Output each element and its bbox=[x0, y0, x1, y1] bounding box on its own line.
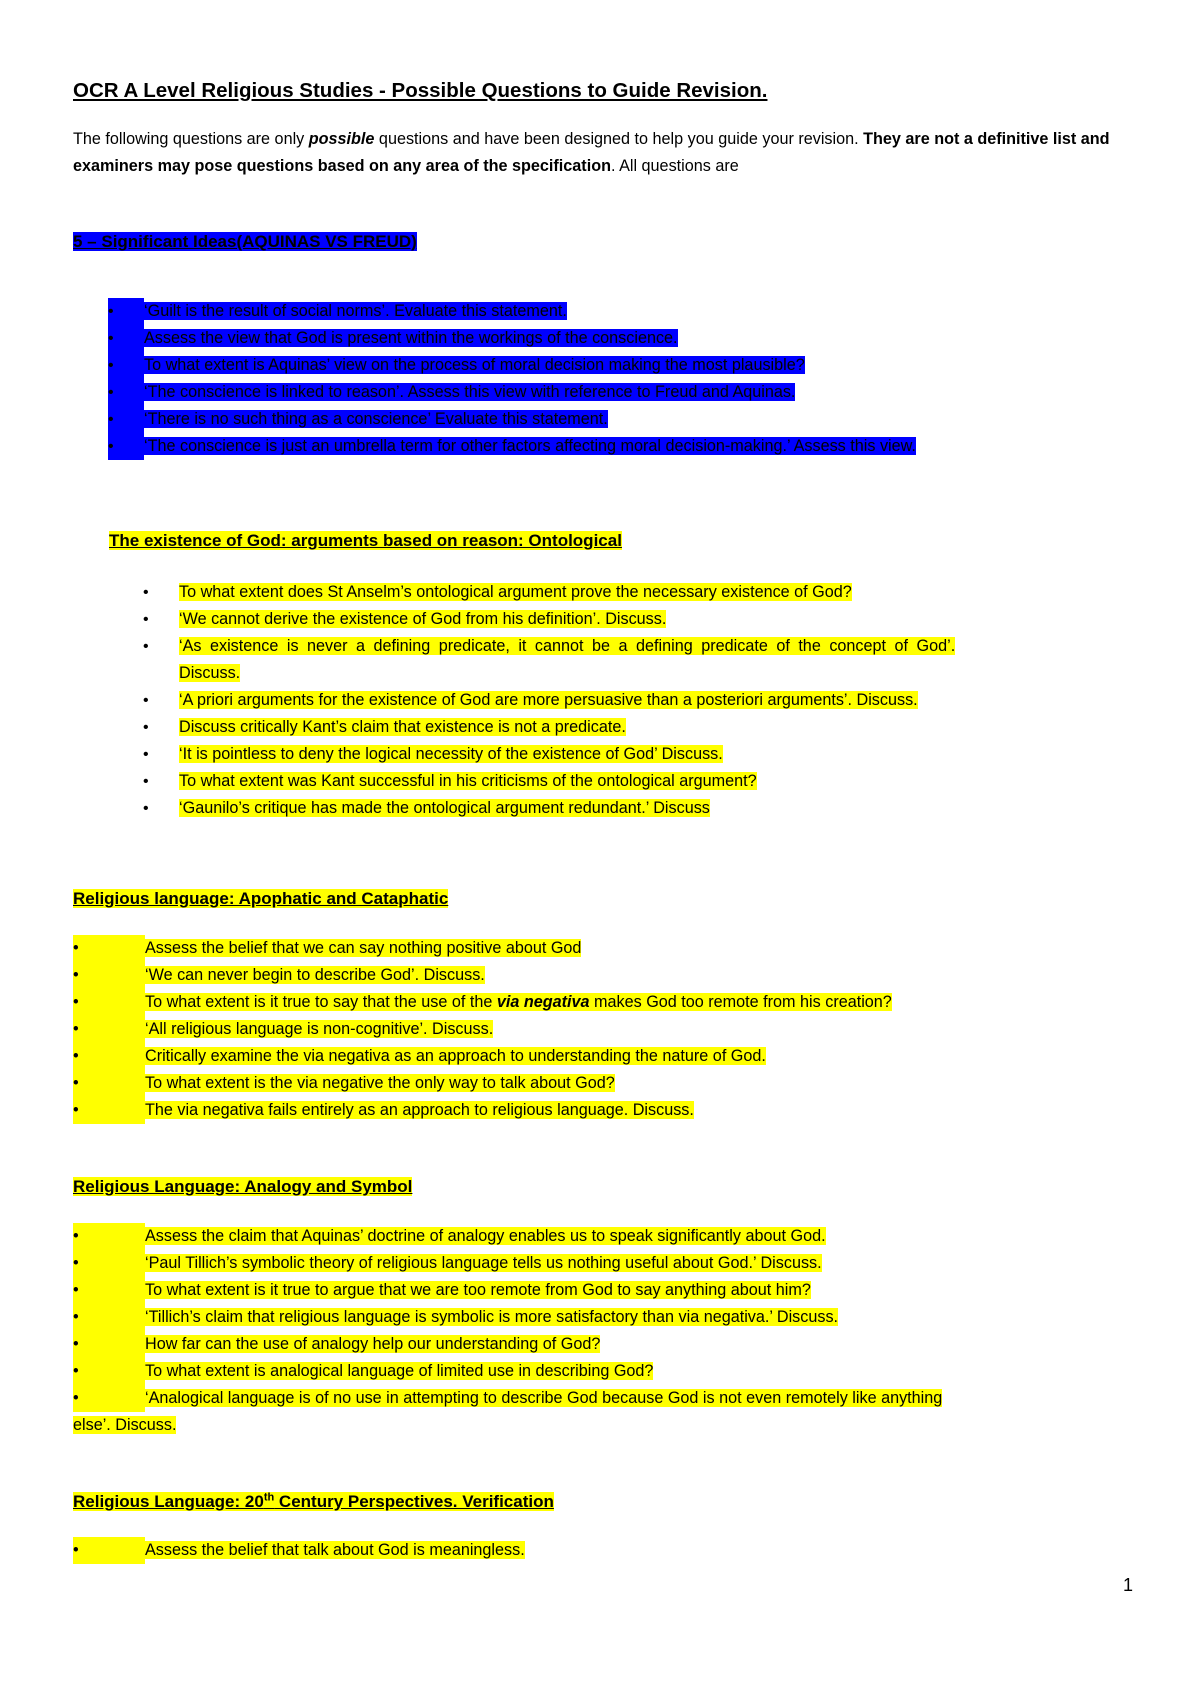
bullet-icon: • bbox=[143, 611, 149, 628]
heading-text-part: Century Perspectives. Verification bbox=[274, 1491, 554, 1511]
bullet-icon: • bbox=[73, 989, 145, 1016]
document-title: OCR A Level Religious Studies - Possible Questions to Guide Revision. bbox=[73, 79, 768, 102]
bullet-icon: • bbox=[73, 1223, 145, 1250]
list-item bbox=[73, 1385, 942, 1412]
question-text: ‘Analogical language is of no use in attempting to describe God because God is not even remotely like anything bbox=[145, 1389, 943, 1407]
list-item bbox=[108, 433, 916, 460]
section2-heading bbox=[109, 531, 622, 551]
bullet-icon: • bbox=[73, 1537, 145, 1564]
list-item bbox=[73, 1043, 892, 1070]
bullet-icon: • bbox=[73, 1250, 145, 1277]
bullet-icon: • bbox=[73, 1070, 145, 1097]
list-item bbox=[143, 714, 955, 741]
bullet-icon: • bbox=[73, 1097, 145, 1124]
list-item bbox=[108, 325, 916, 352]
question-text: To what extent is the via negative the only way to talk about God? bbox=[145, 1074, 615, 1092]
question-text: Assess the belief that talk about God is meaningless. bbox=[145, 1541, 525, 1559]
list-item bbox=[143, 660, 955, 687]
list-item bbox=[73, 1304, 942, 1331]
bullet-icon: • bbox=[73, 1043, 145, 1070]
question-text: Assess the belief that we can say nothing positive about God bbox=[145, 939, 582, 957]
list-item bbox=[108, 379, 916, 406]
question-text: ‘As existence is never a defining predicate, it cannot be a defining predicate of the concept of God’. bbox=[179, 637, 956, 655]
question-text: ‘It is pointless to deny the logical necessity of the existence of God’ Discuss. bbox=[179, 745, 723, 763]
question-text: To what extent was Kant successful in his criticisms of the ontological argument? bbox=[179, 772, 757, 790]
question-text: ‘A priori arguments for the existence of God are more persuasive than a posteriori arguments’. Discuss. bbox=[179, 691, 918, 709]
list-item bbox=[73, 1277, 942, 1304]
list-item bbox=[73, 1223, 942, 1250]
question-text-part: makes God too remote from his creation? bbox=[589, 993, 892, 1011]
intro-text-2: questions and have been designed to help you guide your revision. bbox=[374, 130, 864, 148]
question-text: To what extent is it true to argue that we are too remote from God to say anything about him? bbox=[145, 1281, 811, 1299]
bullet-icon: • bbox=[73, 962, 145, 989]
question-text: Assess the view that God is present within the workings of the conscience. bbox=[144, 329, 678, 347]
question-text: ‘We cannot derive the existence of God from his definition’. Discuss. bbox=[179, 610, 667, 628]
section3-heading-text: Religious language: Apophatic and Cataphatic bbox=[73, 889, 449, 908]
question-text: ‘Guilt is the result of social norms’. Evaluate this statement. bbox=[144, 302, 567, 320]
section1-list bbox=[108, 298, 916, 460]
bullet-icon: • bbox=[143, 773, 149, 790]
list-item bbox=[73, 1537, 525, 1564]
question-text: To what extent is analogical language of limited use in describing God? bbox=[145, 1362, 654, 1380]
list-item bbox=[73, 989, 892, 1016]
intro-paragraph bbox=[73, 126, 1143, 180]
question-text: ‘Tillich’s claim that religious language is symbolic is more satisfactory than via negativa.’ Discuss. bbox=[145, 1308, 839, 1326]
bullet-icon: • bbox=[108, 352, 144, 379]
question-text: To what extent is Aquinas’ view on the process of moral decision making the most plausible? bbox=[144, 356, 805, 374]
heading-text-part: Religious Language: 20 bbox=[73, 1491, 264, 1511]
list-item bbox=[73, 1097, 892, 1124]
intro-text-1: The following questions are only bbox=[73, 130, 309, 148]
section1-heading bbox=[73, 232, 417, 252]
bullet-icon: • bbox=[143, 584, 149, 601]
bullet-icon: • bbox=[143, 800, 149, 817]
section4-heading-text: Religious Language: Analogy and Symbol bbox=[73, 1177, 413, 1196]
question-emphasis: via negativa bbox=[496, 993, 590, 1011]
bullet-icon: • bbox=[73, 1358, 145, 1385]
question-text: How far can the use of analogy help our understanding of God? bbox=[145, 1335, 601, 1353]
list-item bbox=[143, 633, 955, 660]
list-item bbox=[143, 741, 955, 768]
question-text: ‘We can never begin to describe God’. Discuss. bbox=[145, 966, 485, 984]
list-item bbox=[108, 406, 916, 433]
bullet-icon: • bbox=[108, 325, 144, 352]
section5-list bbox=[73, 1537, 525, 1564]
section2-heading-text: The existence of God: arguments based on reason: Ontological bbox=[109, 531, 622, 550]
bullet-icon: • bbox=[108, 406, 144, 433]
list-item bbox=[143, 606, 955, 633]
bullet-icon: • bbox=[143, 638, 149, 655]
list-item bbox=[73, 1250, 942, 1277]
list-item bbox=[73, 1070, 892, 1097]
question-text: ‘The conscience is just an umbrella term for other factors affecting moral decision-making.’ Assess this view. bbox=[144, 437, 916, 455]
section5-heading-text bbox=[73, 1492, 554, 1511]
bullet-icon: • bbox=[73, 1304, 145, 1331]
bullet-icon: • bbox=[73, 1385, 145, 1412]
page-number: 1 bbox=[1123, 1575, 1134, 1595]
list-item bbox=[73, 1412, 942, 1439]
section5-heading bbox=[73, 1491, 554, 1512]
question-text: Discuss. bbox=[179, 664, 241, 682]
bullet-icon: • bbox=[73, 1331, 145, 1358]
section4-list bbox=[73, 1223, 942, 1439]
list-item bbox=[73, 1331, 942, 1358]
question-text: The via negativa fails entirely as an approach to religious language. Discuss. bbox=[145, 1101, 694, 1119]
list-item bbox=[143, 579, 955, 606]
section2-list bbox=[143, 579, 955, 822]
bullet-icon: • bbox=[73, 1277, 145, 1304]
question-text: ‘Paul Tillich’s symbolic theory of religious language tells us nothing useful about God.’ Discuss. bbox=[145, 1254, 822, 1272]
bullet-icon: • bbox=[143, 719, 149, 736]
question-text: Critically examine the via negativa as an approach to understanding the nature of God. bbox=[145, 1047, 766, 1065]
question-text: To what extent does St Anselm’s ontological argument prove the necessary existence of God? bbox=[179, 583, 852, 601]
bullet-icon: • bbox=[108, 379, 144, 406]
intro-possible: possible bbox=[308, 130, 375, 148]
list-item bbox=[143, 795, 955, 822]
list-item bbox=[73, 935, 892, 962]
section3-list bbox=[73, 935, 892, 1124]
bullet-icon: • bbox=[143, 746, 149, 763]
list-item bbox=[73, 1016, 892, 1043]
section4-heading bbox=[73, 1177, 412, 1197]
list-item bbox=[73, 962, 892, 989]
question-text: ‘There is no such thing as a conscience’ Evaluate this statement. bbox=[144, 410, 608, 428]
question-text: Discuss critically Kant’s claim that existence is not a predicate. bbox=[179, 718, 626, 736]
list-item bbox=[143, 768, 955, 795]
bullet-icon: • bbox=[143, 692, 149, 709]
heading-superscript: th bbox=[263, 1491, 275, 1503]
bullet-icon: • bbox=[108, 433, 144, 460]
bullet-icon: • bbox=[73, 935, 145, 962]
question-text: Assess the claim that Aquinas’ doctrine of analogy enables us to speak significantly about God. bbox=[145, 1227, 826, 1245]
question-text bbox=[145, 993, 892, 1011]
question-text: ‘Gaunilo’s critique has made the ontological argument redundant.’ Discuss bbox=[179, 799, 710, 817]
question-text: ‘All religious language is non-cognitive’. Discuss. bbox=[145, 1020, 494, 1038]
intro-bold: They are not a definitive list and examiners may pose questions based on any area of the specification bbox=[73, 130, 1110, 175]
list-item bbox=[108, 352, 916, 379]
question-text: ‘The conscience is linked to reason’. Assess this view with reference to Freud and Aquinas. bbox=[144, 383, 796, 401]
intro-text-3: . All questions are bbox=[610, 157, 739, 175]
question-text: else’. Discuss. bbox=[73, 1416, 177, 1434]
section3-heading bbox=[73, 889, 448, 909]
section1-heading-text: 5 – Significant Ideas(AQUINAS VS FREUD) bbox=[73, 232, 417, 251]
bullet-icon: • bbox=[108, 298, 144, 325]
list-item bbox=[73, 1358, 942, 1385]
list-item bbox=[108, 298, 916, 325]
list-item bbox=[143, 687, 955, 714]
question-text-part: To what extent is it true to say that the use of the bbox=[145, 993, 497, 1011]
bullet-icon: • bbox=[73, 1016, 145, 1043]
